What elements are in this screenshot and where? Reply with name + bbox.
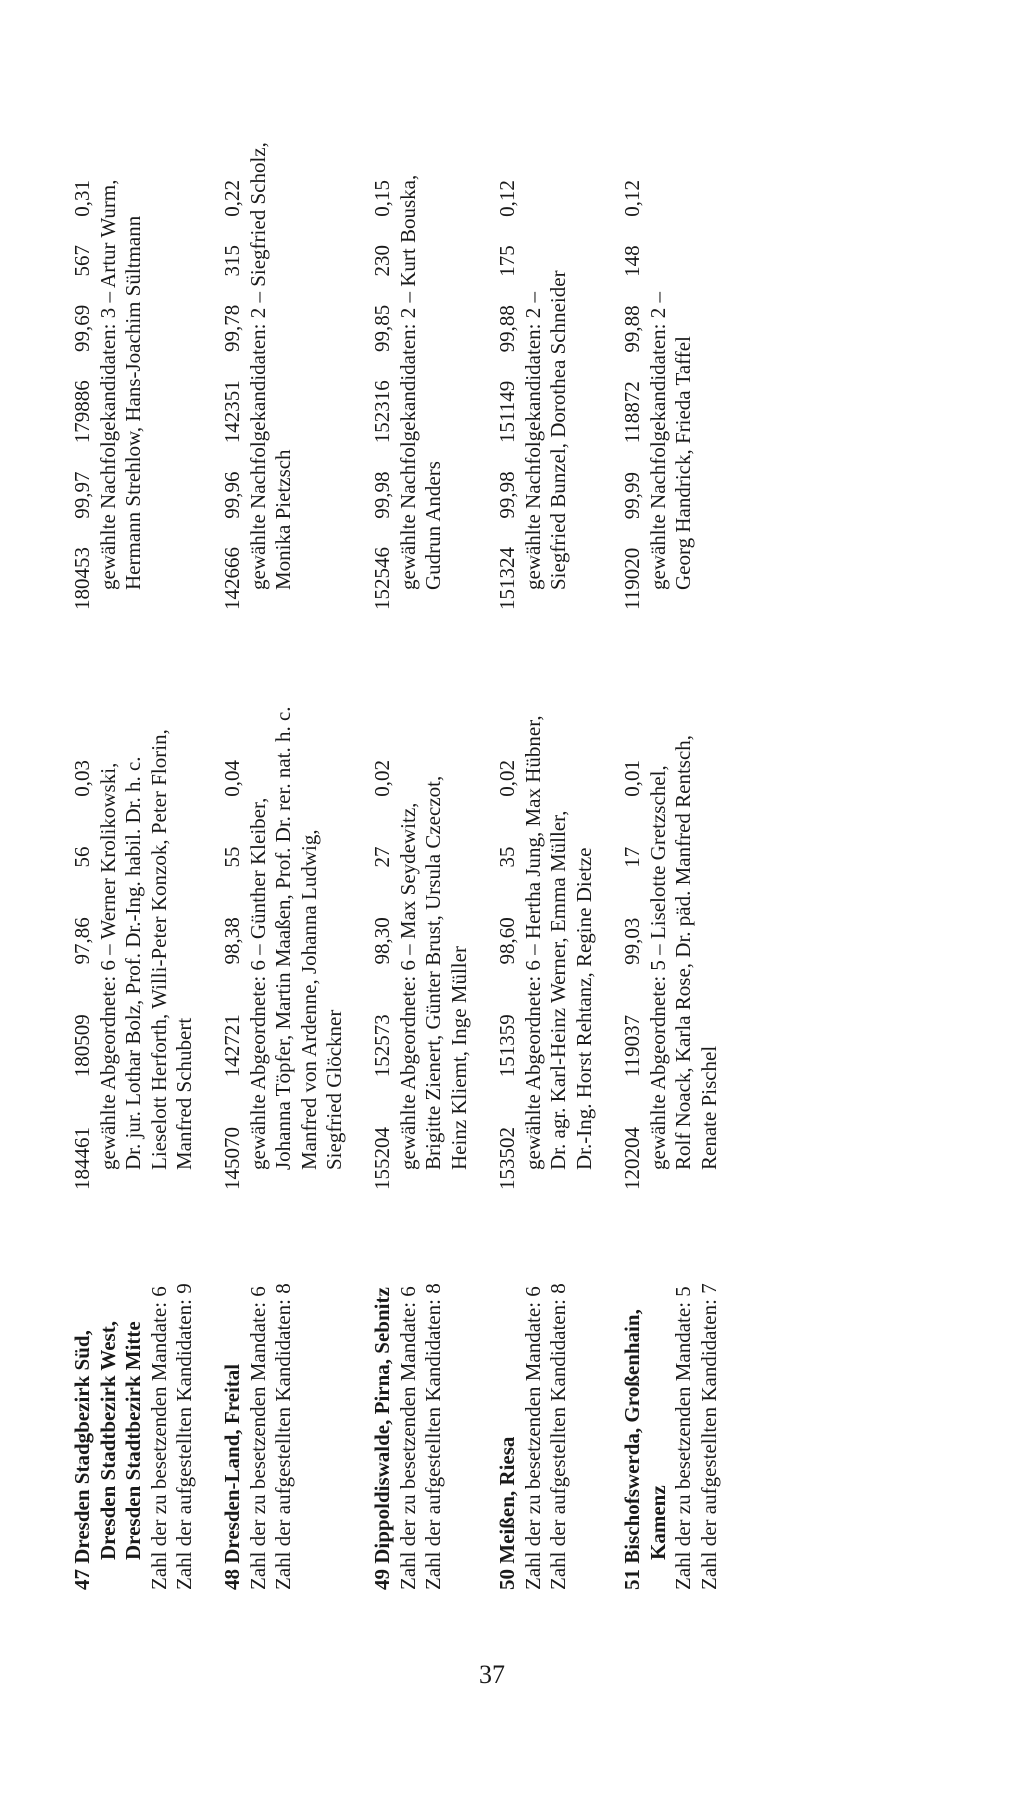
district-heading — [220, 1220, 297, 1590]
name-list-line: Manfred Schubert — [172, 1017, 196, 1170]
figure-value: 0,01 — [620, 760, 644, 797]
figure-value: 99,98 — [370, 471, 394, 519]
figure-value: 230 — [370, 245, 394, 277]
name-list-line: gewählte Abgeordnete: 6 – Werner Krolikowski, — [95, 762, 120, 1170]
figure-value: 180509 — [70, 1014, 94, 1078]
figure-value: 315 — [220, 245, 244, 277]
elected-successors-list — [246, 142, 297, 590]
elected-successors-list — [96, 180, 147, 590]
deputies-column — [220, 630, 346, 1190]
elected-deputies-list — [646, 735, 723, 1170]
page-number: 37 — [479, 1660, 505, 1689]
district-number: 49 — [370, 1569, 394, 1590]
result-figures — [495, 180, 521, 610]
name-list-line: Georg Handrick, Frieda Taffel — [671, 336, 695, 590]
figure-value: 145070 — [220, 1127, 244, 1190]
name-list-line: gewählte Abgeordnete: 6 – Max Seydewitz, — [395, 802, 420, 1170]
figure-value: 567 — [70, 245, 94, 277]
district-name-line: Bischofswerda, Großenhain, — [620, 1309, 644, 1564]
name-list-line: gewählte Nachfolgekandidaten: 3 – Artur Wurm, — [95, 179, 120, 590]
district-number: 48 — [220, 1569, 244, 1590]
name-list-line: gewählte Nachfolgekandidaten: 2 – Kurt Bouska, — [395, 174, 420, 590]
district-name-line: Dresden-Land, Freital — [220, 1363, 244, 1564]
district-number: 50 — [495, 1569, 519, 1590]
figure-value: 99,69 — [70, 304, 94, 352]
name-list-line: Gudrun Anders — [421, 461, 445, 590]
district-heading — [70, 1220, 198, 1590]
district-name-line: Dresden Stadtbezirk West, — [95, 1321, 120, 1560]
figure-value: 119037 — [620, 1014, 644, 1078]
name-list-line: Manfred von Ardenne, Johanna Ludwig, — [296, 829, 321, 1170]
mandates-count: Zahl der zu besetzenden Mandate: 6 — [146, 1286, 171, 1590]
mandates-count: Zahl der zu besetzenden Mandate: 5 — [671, 1286, 695, 1590]
candidates-count: Zahl der aufgestellten Kandidaten: 8 — [421, 1283, 445, 1590]
name-list-line: Johanna Töpfer, Martin Maaßen, Prof. Dr. rer. nat. h. c. — [271, 706, 295, 1170]
candidates-count: Zahl der aufgestellten Kandidaten: 7 — [696, 1283, 721, 1590]
elected-successors-list — [646, 292, 697, 590]
district-heading — [495, 1220, 572, 1590]
result-figures — [370, 760, 396, 1190]
district-block — [220, 60, 370, 1590]
figure-value: 0,22 — [220, 180, 244, 217]
figure-value: 0,12 — [620, 180, 644, 217]
district-heading — [370, 1220, 447, 1590]
figure-value: 97,86 — [70, 917, 94, 965]
district-block — [70, 60, 220, 1590]
elected-successors-list — [396, 175, 447, 590]
figure-value: 0,12 — [495, 180, 519, 217]
rotated-page-content — [70, 60, 850, 1590]
name-list-line: Renate Pischel — [696, 1045, 721, 1170]
figure-value: 142666 — [220, 547, 244, 610]
figure-value: 152573 — [370, 1014, 394, 1078]
figure-value: 0,04 — [220, 760, 244, 797]
elected-deputies-list — [521, 715, 598, 1170]
district-number: 47 — [70, 1569, 94, 1590]
figure-value: 56 — [70, 846, 94, 868]
figure-value: 99,85 — [370, 304, 394, 352]
successors-column — [495, 50, 570, 610]
figure-value: 148 — [620, 245, 644, 277]
name-list-line: Dr. jur. Lothar Bolz, Prof. Dr.-Ing. habil. Dr. h. c. — [121, 756, 145, 1170]
figure-value: 99,88 — [620, 305, 644, 353]
figure-value: 99,98 — [495, 471, 519, 519]
figure-value: 119020 — [620, 547, 644, 610]
mandates-count: Zahl der zu besetzenden Mandate: 6 — [520, 1286, 545, 1590]
figure-value: 55 — [220, 846, 244, 868]
candidates-count: Zahl der aufgestellten Kandidaten: 8 — [546, 1283, 570, 1590]
figure-value: 0,15 — [370, 180, 394, 217]
figure-value: 152546 — [370, 547, 394, 610]
name-list-line: Siegfried Glöckner — [322, 1009, 346, 1170]
successors-column — [620, 50, 695, 610]
candidates-count: Zahl der aufgestellten Kandidaten: 8 — [271, 1283, 295, 1590]
figure-value: 27 — [370, 846, 394, 868]
figure-value: 184461 — [70, 1127, 94, 1190]
figure-value: 151149 — [495, 380, 519, 443]
figure-value: 180453 — [70, 547, 94, 610]
name-list-line: Lieselott Herforth, Willi-Peter Konzok, Peter Florin, — [146, 729, 171, 1170]
name-list-line: Brigitte Zienert, Günter Brust, Ursula Czeczot, — [421, 775, 445, 1170]
district-name-line: Meißen, Riesa — [495, 1436, 519, 1564]
figure-value: 118872 — [620, 381, 644, 444]
result-figures — [70, 180, 96, 610]
figure-value: 179886 — [70, 380, 94, 444]
figure-value: 155204 — [370, 1127, 394, 1190]
name-list-line: gewählte Nachfolgekandidaten: 2 – — [645, 292, 670, 590]
deputies-column — [70, 630, 196, 1190]
district-name-line: Kamenz — [645, 1485, 670, 1560]
name-list-line: gewählte Nachfolgekandidaten: 2 – — [520, 292, 545, 590]
elected-deputies-list — [246, 706, 348, 1170]
elected-deputies-list — [96, 729, 198, 1170]
candidates-count: Zahl der aufgestellten Kandidaten: 9 — [172, 1283, 196, 1590]
result-figures — [495, 760, 521, 1190]
figure-value: 0,03 — [70, 760, 94, 797]
figure-value: 0,02 — [495, 760, 519, 797]
district-heading — [620, 1220, 722, 1590]
figure-value: 142721 — [220, 1014, 244, 1078]
district-number: 51 — [620, 1569, 644, 1590]
successors-column — [370, 50, 445, 610]
name-list-line: gewählte Abgeordnete: 6 – Günther Kleiber, — [245, 797, 270, 1170]
deputies-column — [620, 630, 721, 1190]
result-figures — [620, 180, 646, 610]
successors-column — [220, 50, 295, 610]
figure-value: 142351 — [220, 380, 244, 444]
district-name-line: Dresden Stadtbezirk Mitte — [121, 1321, 145, 1560]
name-list-line: Rolf Noack, Karla Rose, Dr. päd. Manfred Rentsch, — [671, 734, 695, 1170]
figure-value: 175 — [495, 245, 519, 277]
deputies-column — [495, 630, 596, 1190]
figure-value: 153502 — [495, 1127, 519, 1190]
name-list-line: Dr.-Ing. Horst Rehtanz, Regine Dietze — [571, 847, 596, 1170]
name-list-line: Dr. agr. Karl-Heinz Werner, Emma Müller, — [546, 810, 570, 1170]
name-list-line: Hermann Strehlow, Hans-Joachim Sültmann — [121, 215, 145, 590]
successors-column — [70, 50, 145, 610]
figure-value: 98,38 — [220, 917, 244, 965]
name-list-line: gewählte Nachfolgekandidaten: 2 – Siegfried Scholz, — [245, 142, 270, 590]
figure-value: 0,02 — [370, 760, 394, 797]
figure-value: 17 — [620, 846, 644, 868]
figure-value: 99,78 — [220, 304, 244, 352]
district-block — [620, 60, 770, 1590]
figure-value: 98,60 — [495, 917, 519, 965]
figure-value: 35 — [495, 846, 519, 868]
district-name-line: Dippoldiswalde, Pirna, Sebnitz — [370, 1287, 394, 1564]
result-figures — [370, 180, 396, 610]
figure-value: 151324 — [495, 547, 519, 610]
elected-deputies-list — [396, 776, 473, 1170]
name-list-line: Heinz Kliemt, Inge Müller — [446, 946, 471, 1170]
mandates-count: Zahl der zu besetzenden Mandate: 6 — [395, 1286, 420, 1590]
figure-value: 120204 — [620, 1127, 644, 1190]
name-list-line: Siegfried Bunzel, Dorothea Schneider — [546, 270, 570, 590]
result-figures — [70, 760, 96, 1190]
figure-value: 99,03 — [620, 917, 644, 965]
district-name-line: Dresden Stadgbezirk Süd, — [70, 1330, 94, 1564]
figure-value: 99,97 — [70, 471, 94, 519]
figure-value: 152316 — [370, 380, 394, 444]
elected-successors-list — [521, 270, 572, 590]
result-figures — [220, 180, 246, 610]
figure-value: 151359 — [495, 1014, 519, 1078]
result-figures — [220, 760, 246, 1190]
figure-value: 99,88 — [495, 305, 519, 353]
result-figures — [620, 760, 646, 1190]
name-list-line: gewählte Abgeordnete: 6 – Hertha Jung, Max Hübner, — [520, 715, 545, 1170]
figure-value: 98,30 — [370, 917, 394, 965]
deputies-column — [370, 630, 471, 1190]
figure-value: 99,96 — [220, 471, 244, 519]
name-list-line: gewählte Abgeordnete: 5 – Liselotte Gretzschel, — [645, 765, 670, 1170]
mandates-count: Zahl der zu besetzenden Mandate: 6 — [245, 1286, 270, 1590]
figure-value: 99,99 — [620, 471, 644, 520]
name-list-line: Monika Pietzsch — [271, 449, 295, 590]
figure-value: 0,31 — [70, 180, 94, 217]
